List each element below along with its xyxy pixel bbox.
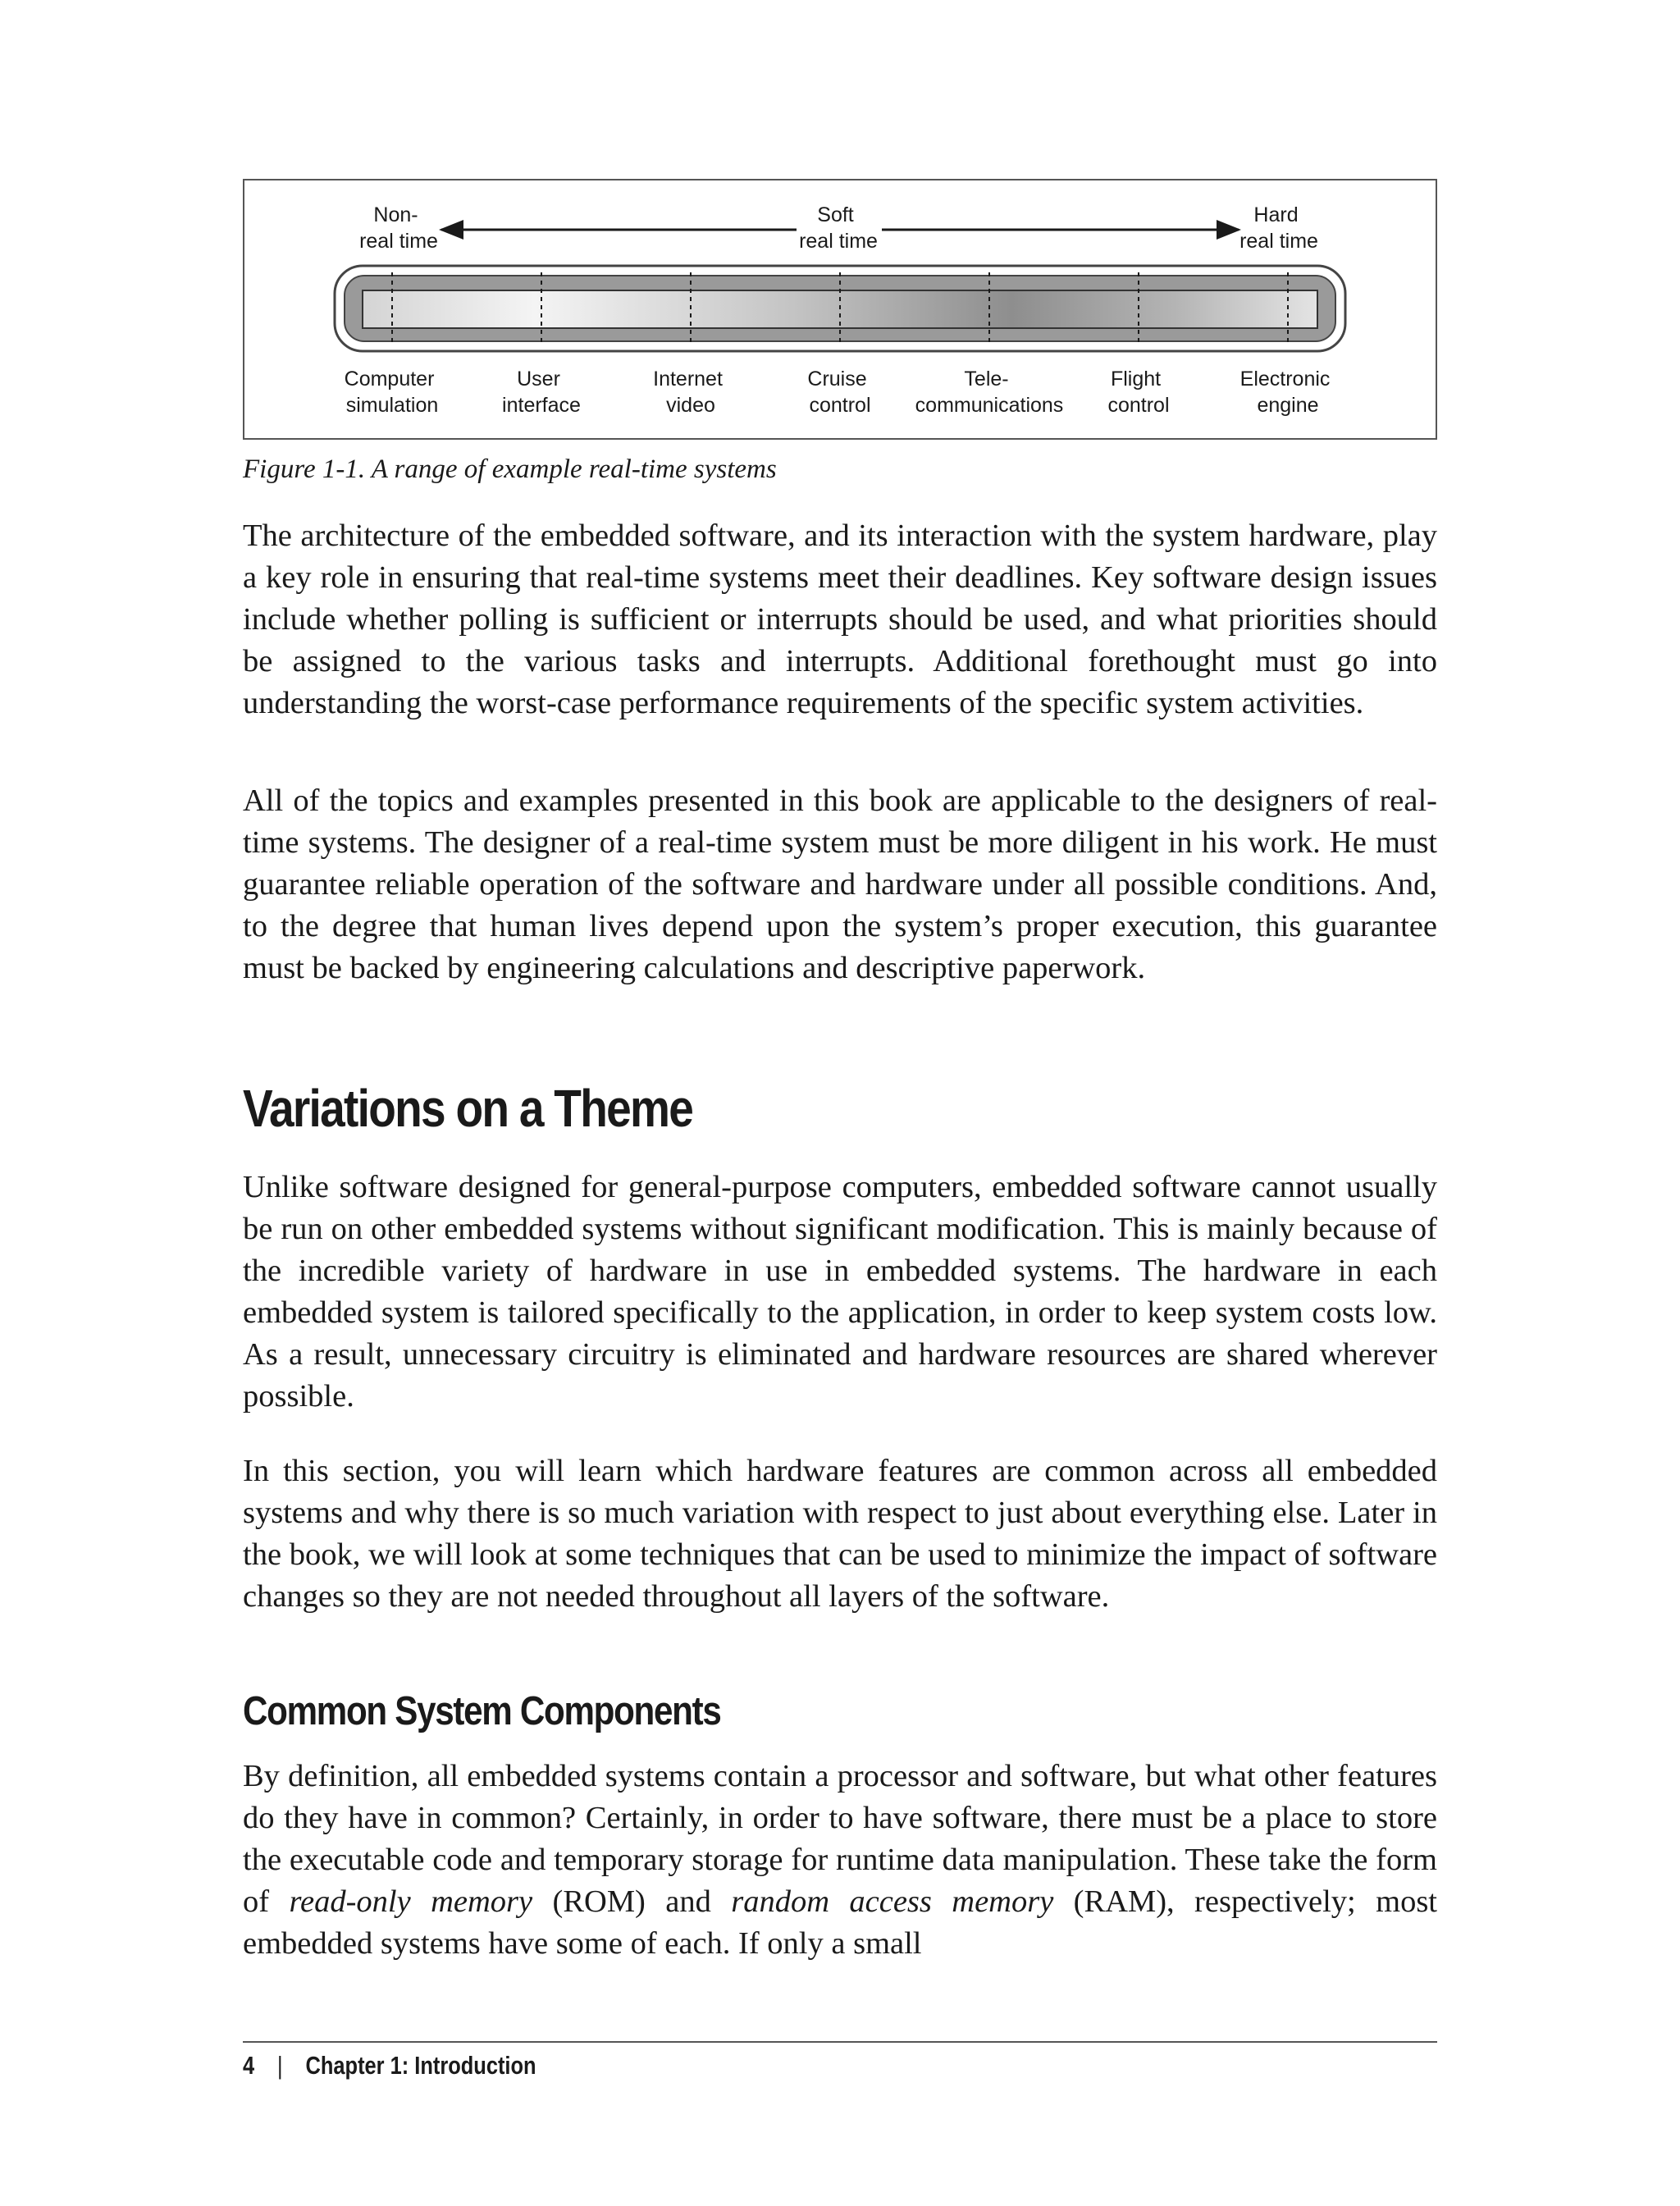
realtime-range-figure	[243, 179, 1437, 440]
page-number: 4	[243, 2051, 255, 2080]
term-read-only-memory: read-only memory	[289, 1884, 533, 1919]
label-soft-realtime: Soft real time	[799, 203, 878, 253]
footer-separator: |	[277, 2051, 283, 2080]
paragraph-architecture: The architecture of the embedded software, and its interaction with the system hardware, play a key role in ensuring that real-time systems meet their deadlines. Key software design issues include whether polling is sufficient or interrupts should be used, and what priorities should be assigned to the various tasks and interrupts. Additional forethought must go into understanding the worst-case performance requirements of the specific system activities.	[243, 518, 1437, 720]
example-user-interface: User interface	[502, 368, 581, 417]
example-electronic-engine: Electronic engine	[1239, 368, 1331, 417]
example-telecommunications: Tele- communications	[915, 368, 1064, 417]
paragraph-by-definition	[243, 1756, 1437, 1965]
term-random-access-memory: random access memory	[731, 1884, 1054, 1919]
page-footer	[243, 2051, 536, 2080]
label-non-realtime: Non- real time	[359, 203, 438, 253]
paragraph-text: By definition, all embedded systems contain a processor and software, but what other features do they have in common? Certainly, in order to have software, there must be a place to store the executable code and temporary storage for runtime data manipulation. These take the form of	[243, 1759, 1437, 1919]
paragraph-this-section: In this section, you will learn which hardware features are common across all embedded systems and why there is so much variation with respect to just about everything else. Later in the book, we will look at some techniques that can be used to minimize the impact of software changes so they are not needed throughout all layers of the software.	[243, 1454, 1437, 1614]
realtime-range-diagram	[244, 180, 1439, 441]
example-flight-control: Flight control	[1107, 368, 1170, 417]
example-cruise-control: Cruise control	[807, 368, 871, 417]
paragraph-text: (RAM), respectively; most embedded systems have some of each. If only a small	[243, 1884, 1437, 1961]
paragraph-unlike-software: Unlike software designed for general-purpose computers, embedded software cannot usually be run on other embedded systems without significant modification. This is mainly because of the incredible variety of hardware in use in embedded systems. The hardware in each embedded system is tailored specifically to the application, in order to keep system costs low. As a result, unnecessary circuitry is eliminated and hardware resources are shared wherever possible.	[243, 1170, 1437, 1414]
section-heading: Variations on a Theme	[243, 1079, 693, 1138]
example-computer-simulation: Computer simulation	[344, 368, 439, 417]
paragraph-designers: All of the topics and examples presented in this book are applicable to the designers of real-time systems. The designer of a real-time system must be more diligent in his work. He must guarantee reliable operation of the software and hardware under all possible conditions. And, to the degree that human lives depend upon the system’s proper execution, this guarantee must be backed by engineering calculations and descriptive paperwork.	[243, 783, 1437, 985]
footer-rule	[243, 2041, 1437, 2043]
label-hard-realtime: Hard real time	[1239, 203, 1318, 253]
paragraph-text: (ROM) and	[532, 1884, 732, 1919]
example-internet-video: Internet video	[653, 368, 723, 417]
figure-caption: Figure 1-1. A range of example real-time systems	[243, 454, 777, 484]
chapter-title: Chapter 1: Introduction	[305, 2051, 536, 2080]
subsection-heading: Common System Components	[243, 1689, 721, 1733]
